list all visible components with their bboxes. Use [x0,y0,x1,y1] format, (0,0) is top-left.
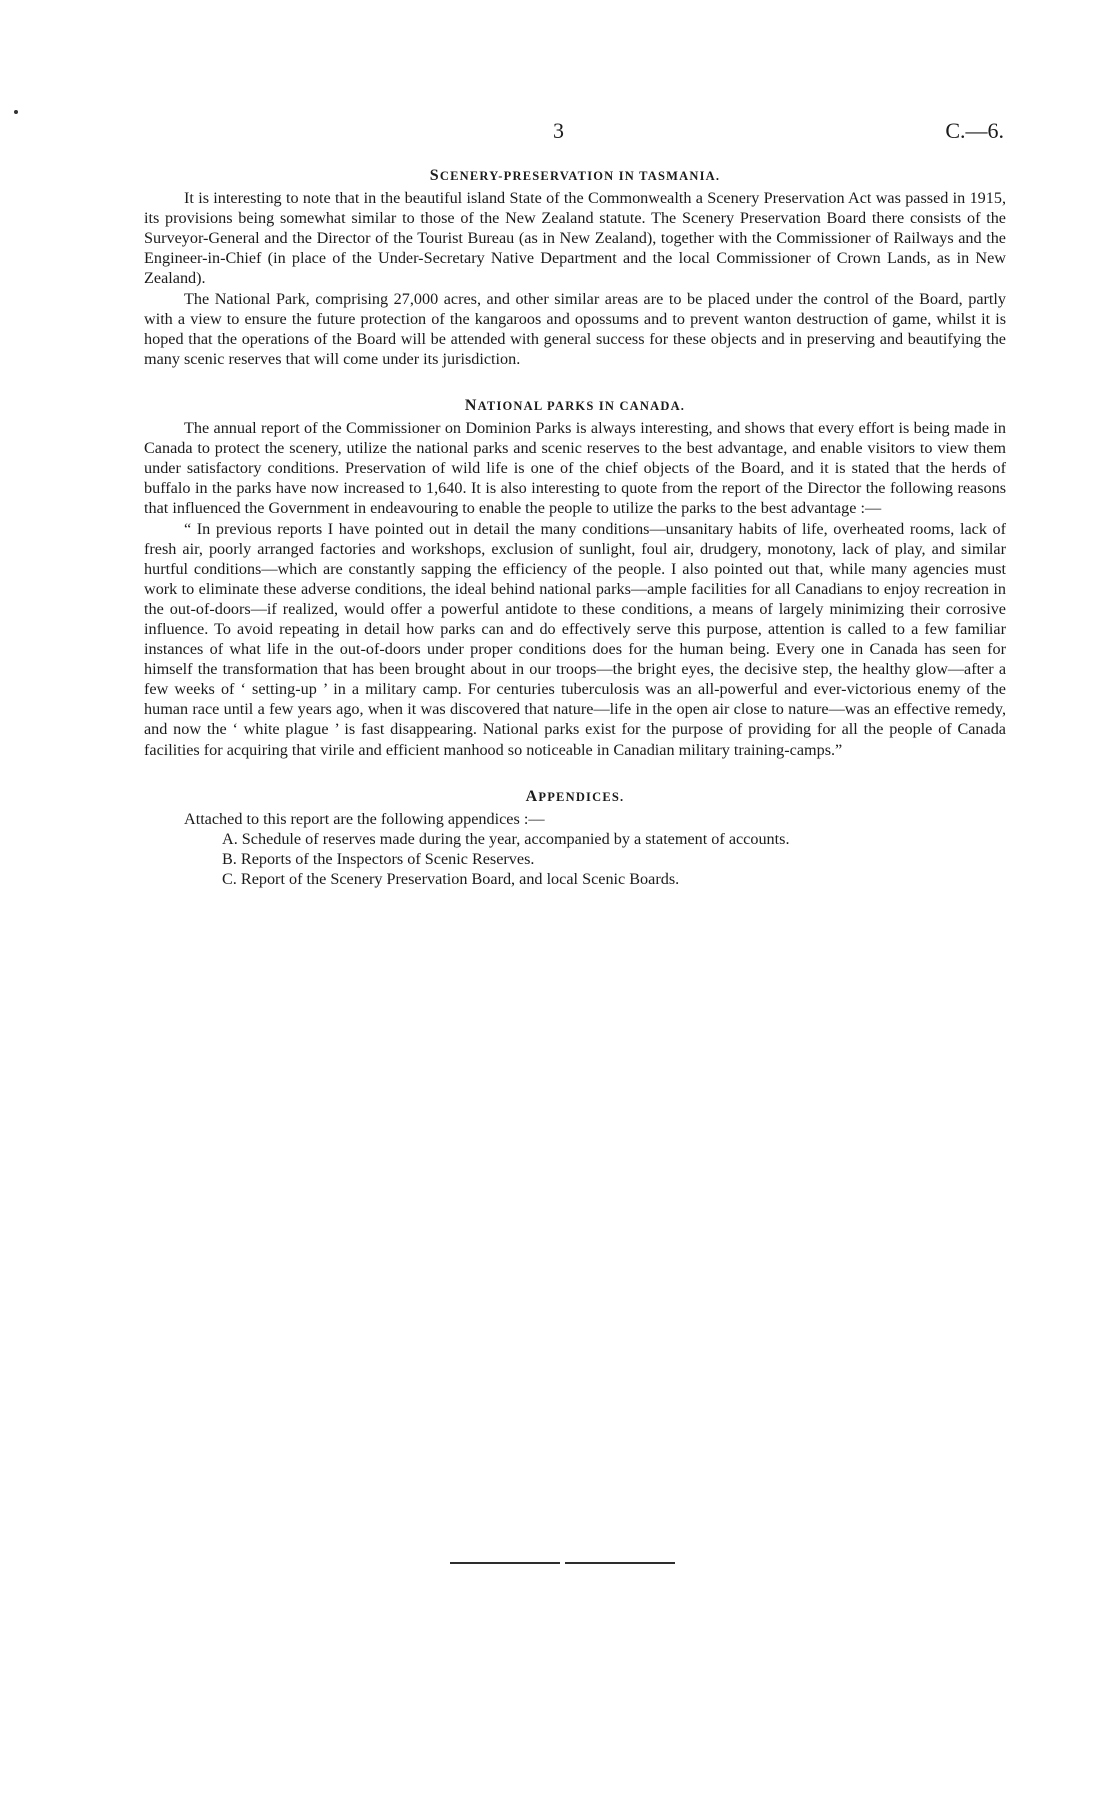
end-rule-right [565,1562,675,1564]
paragraph: The National Park, comprising 27,000 acres, and other similar areas are to be placed under the control of the Board, partly with a view to ensure the future protection of the kangaroos and opossums and to prevent wanton destruction of game, whilst it is hoped that the operations of the Board will be attended with general success for these objects and in preserving and beautifying the many scenic reserves that will come under its jurisdiction. [144,289,1006,368]
page-body [144,166,1006,889]
list-item: C. Report of the Scenery Preservation Board, and local Scenic Boards. [222,870,680,888]
paragraph: It is interesting to note that in the beautiful island State of the Commonwealth a Scenery Preservation Act was passed in 1915, its provisions being somewhat similar to those of the New Zealand statute. The Scenery Preservation Board there consists of the Surveyor-General and the Director of the Tourist Bureau (as in New Zealand), together with the Commissioner of Railways and the Engineer-in-Chief (in place of the Under-Secretary Native Department and the local Commissioner of Crown Lands, as in New Zealand). [144,189,1006,288]
stray-mark [14,110,18,114]
list-item: A. Schedule of reserves made during the year, accompanied by a statement of accounts. [222,829,790,848]
list-item: B. Reports of the Inspectors of Scenic Reserves. [222,849,535,868]
document-reference: C.—6. [945,118,1004,143]
section-title-canada: NATIONAL PARKS IN CANADA. [464,396,686,414]
appendices-list [144,829,1006,889]
page-header [0,118,1114,148]
appendices-intro: Attached to this report are the following appendices :— [184,809,545,828]
section-title-tasmania: SCENERY-PRESERVATION IN TASMANIA. [429,167,721,184]
paragraph: The annual report of the Commissioner on Dominion Parks is always interesting, and shows that every effort is being made in Canada to protect the scenery, utilize the national parks and scenic reserves to the best advantage, and enable visitors to view them under satisfactory conditions. Preservation of wild life is one of the chief objects of the Board, and it is stated that the herds of buffalo in the parks have now increased to 1,640. It is also interesting to quote from the report of the Director the following reasons that influenced the Government in endeavouring to enable the people to utilize the parks to the best advantage :— [144,419,1006,518]
page-number: 3 [553,118,564,143]
end-rule-left [450,1562,560,1564]
quoted-paragraph: “ In previous reports I have pointed out in detail the many conditions—unsanitary habits of life, overheated rooms, lack of fresh air, poorly arranged factories and workshops, exclusion of sunlight, foul air, drudgery, monotony, lack of play, and similar hurtful conditions—which are constantly sapping the efficiency of the people. I also pointed out that, while many agencies must work to eliminate these adverse conditions, the ideal behind national parks—ample facilities for all Canadians to enjoy recreation in the out-of-doors—if realized, would offer a powerful antidote to these conditions, a means of largely minimizing their corrosive influence. To avoid repeating in detail how parks can and do effectively serve this purpose, attention is called to a few familiar instances of what life in the out-of-doors under proper conditions does for the human being. Every one in Canada has seen for himself the transformation that has been brought about in our troops—the bright eyes, the decisive step, the healthy glow—after a few weeks of ‘ setting-up ’ in a military camp. For centuries tuberculosis was an all-powerful and ever-victorious enemy of the human race until a few years ago, when it was discovered that nature—life in the open air close to nature—was an effective remedy, and now the ‘ white plague ’ is fast disappearing. National parks exist for the purpose of providing for all the people of Canada facilities for acquiring that virile and efficient manhood so noticeable in Canadian military training-camps.” [144,519,1006,759]
section-title-appendices: APPENDICES. [525,787,625,805]
